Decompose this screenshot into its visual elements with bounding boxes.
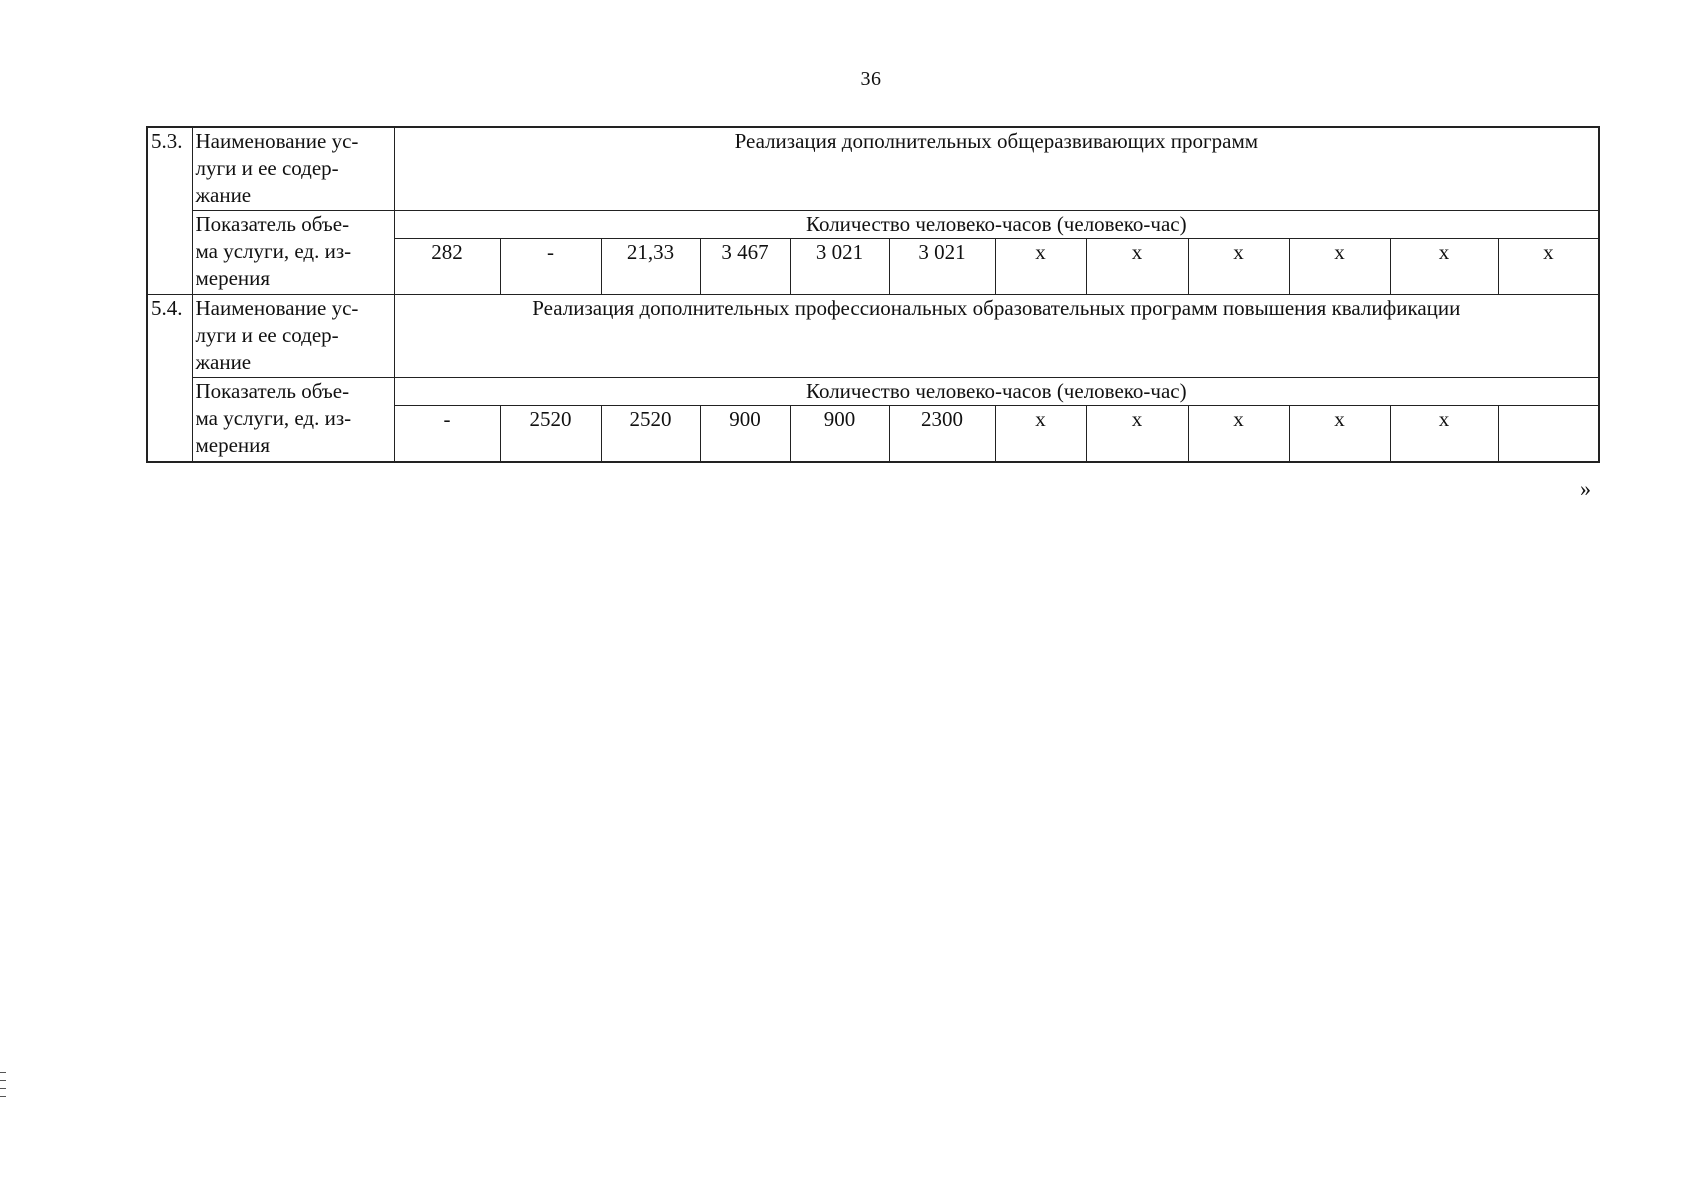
value-cell: 21,33: [601, 239, 700, 295]
unit-of-measure: Количество человеко-часов (человеко-час): [394, 378, 1599, 406]
label-line: жание: [195, 183, 252, 207]
label-line: луги и ее содер-: [195, 156, 339, 180]
label-line: мерения: [195, 433, 271, 457]
value-cell: [1498, 406, 1599, 462]
label-line: Наименование ус-: [195, 129, 359, 153]
value-cell: 2300: [889, 406, 995, 462]
value-cell: 900: [790, 406, 889, 462]
value-cell: x: [995, 406, 1086, 462]
label-line: Наименование ус-: [195, 296, 359, 320]
value-cell: 282: [394, 239, 500, 295]
value-cell: -: [394, 406, 500, 462]
unit-of-measure: Количество человеко-часов (человеко-час): [394, 211, 1599, 239]
label-line: ма услуги, ед. из-: [195, 406, 352, 430]
value-cell: x: [995, 239, 1086, 295]
value-cell: 3 467: [700, 239, 790, 295]
section-5-3-name-row: [147, 127, 1599, 211]
value-cell: x: [1289, 406, 1390, 462]
value-cell: x: [1086, 406, 1188, 462]
value-cell: -: [500, 239, 601, 295]
indicator-label: [192, 378, 394, 462]
service-name: Реализация дополнительных общеразвивающих программ: [394, 127, 1599, 211]
indicator-label: [192, 211, 394, 295]
value-cell: 2520: [601, 406, 700, 462]
services-table: [146, 126, 1600, 463]
label-line: ма услуги, ед. из-: [195, 239, 352, 263]
service-name: Реализация дополнительных профессиональных образовательных программ повышения квалификации: [394, 295, 1599, 378]
value-cell: x: [1188, 406, 1289, 462]
value-cell: x: [1498, 239, 1599, 295]
section-number: 5.3.: [147, 127, 192, 295]
label-line: мерения: [195, 266, 271, 290]
label-line: Показатель объе-: [195, 212, 350, 236]
scan-margin-marks: [0, 1072, 6, 1106]
value-cell: x: [1390, 406, 1498, 462]
service-name-label: [192, 127, 394, 211]
closing-quote-mark: »: [1580, 476, 1591, 501]
section-5-3-unit-row: [147, 211, 1599, 239]
value-cell: 2520: [500, 406, 601, 462]
section-5-4-name-row: [147, 295, 1599, 378]
label-line: жание: [195, 350, 252, 374]
label-line: луги и ее содер-: [195, 323, 339, 347]
value-cell: x: [1289, 239, 1390, 295]
value-cell: 900: [700, 406, 790, 462]
page-number: 36: [860, 68, 882, 90]
section-number: 5.4.: [147, 295, 192, 462]
value-cell: x: [1390, 239, 1498, 295]
value-cell: 3 021: [790, 239, 889, 295]
value-cell: 3 021: [889, 239, 995, 295]
value-cell: x: [1086, 239, 1188, 295]
service-name-label: [192, 295, 394, 378]
value-cell: x: [1188, 239, 1289, 295]
label-line: Показатель объе-: [195, 379, 350, 403]
section-5-4-unit-row: [147, 378, 1599, 406]
